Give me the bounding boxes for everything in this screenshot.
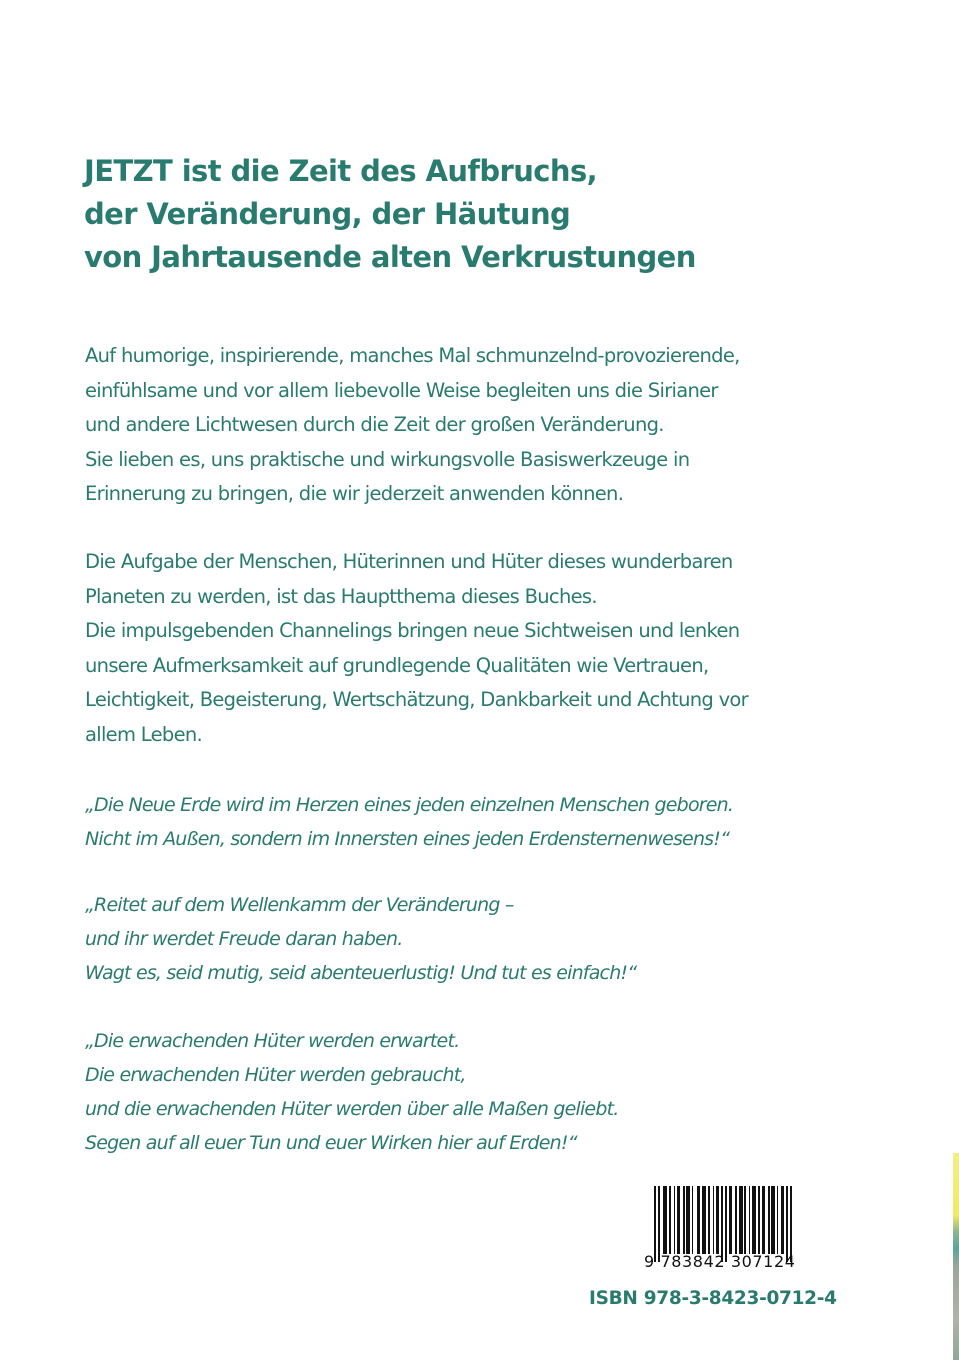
- paragraph-line: Die impulsgebenden Channelings bringen neue Sichtweisen und lenken: [85, 619, 740, 642]
- paragraph-line: Die Aufgabe der Menschen, Hüterinnen und Hüter dieses wunderbaren: [85, 550, 733, 573]
- paragraph-line: Auf humorige, inspirierende, manches Mal schmunzelnd-provozierende,: [85, 344, 740, 367]
- quote-line: Segen auf all euer Tun und euer Wirken hier auf Erden!“: [85, 1132, 577, 1154]
- headline: [84, 150, 844, 279]
- quote-line: und ihr werdet Freude daran haben.: [85, 928, 403, 950]
- paragraph-line: allem Leben.: [85, 722, 203, 746]
- quote-hueter: [85, 1024, 865, 1160]
- paragraph-line: Erinnerung zu bringen, die wir jederzeit anwenden können.: [85, 482, 624, 505]
- paragraph-line: einfühlsame und vor allem liebevolle Weise begleiten uns die Sirianer: [85, 378, 718, 402]
- headline-line-1: JETZT ist die Zeit des Aufbruchs,: [84, 154, 598, 188]
- quote-line: „Reitet auf dem Wellenkamm der Veränderung –: [85, 894, 514, 916]
- headline-line-3: von Jahrtausende alten Verkrustungen: [84, 240, 696, 274]
- isbn-number: ISBN 978-3-8423-0712-4: [589, 1288, 837, 1309]
- quote-line: Die erwachenden Hüter werden gebraucht,: [85, 1064, 466, 1086]
- quote-wellenkamm: [85, 888, 865, 990]
- paragraph-theme: [85, 545, 865, 752]
- cover-edge-image: [953, 1153, 959, 1360]
- quote-neue-erde: [85, 788, 865, 856]
- paragraph-line: Leichtigkeit, Begeisterung, Wertschätzung, Dankbarkeit und Achtung vor: [85, 688, 748, 711]
- quote-line: Nicht im Außen, sondern im Innersten eines jeden Erdensternenwesens!“: [85, 828, 730, 850]
- barcode-bars: [654, 1186, 818, 1254]
- quote-line: „Die Neue Erde wird im Herzen eines jeden einzelnen Menschen geboren.: [85, 794, 734, 816]
- headline-line-2: der Veränderung, der Häutung: [84, 197, 571, 231]
- paragraph-line: Planeten zu werden, ist das Hauptthema dieses Buches.: [85, 584, 597, 608]
- quote-line: „Die erwachenden Hüter werden erwartet.: [85, 1030, 460, 1052]
- barcode: [644, 1186, 818, 1276]
- paragraph-intro: [85, 339, 865, 512]
- barcode-digits: 9 783842 307124: [644, 1252, 796, 1271]
- quote-line: Wagt es, seid mutig, seid abenteuerlustig! Und tut es einfach!“: [85, 962, 637, 984]
- paragraph-line: Sie lieben es, uns praktische und wirkungsvolle Basiswerkzeuge in: [85, 447, 690, 471]
- quote-line: und die erwachenden Hüter werden über alle Maßen geliebt.: [85, 1098, 619, 1120]
- paragraph-line: und andere Lichtwesen durch die Zeit der großen Veränderung.: [85, 413, 664, 436]
- paragraph-line: unsere Aufmerksamkeit auf grundlegende Qualitäten wie Vertrauen,: [85, 653, 709, 677]
